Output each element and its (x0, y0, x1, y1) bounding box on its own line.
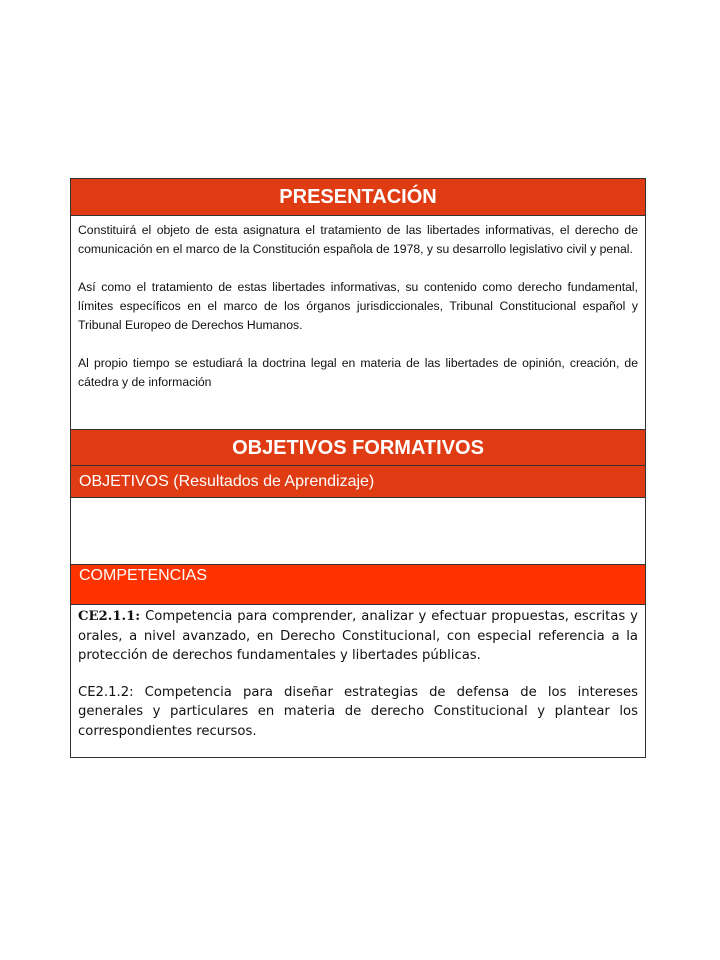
course-info-table (70, 178, 646, 758)
presentacion-paragraph: Al propio tiempo se estudiará la doctrina legal en materia de las libertades de opinión, creación, de cátedra y de información (78, 356, 638, 389)
competencia-text: Competencia para diseñar estrategias de defensa de los intereses generales y particulares en materia de derecho Constitucional y plantear los correspondientes recursos. (78, 684, 638, 739)
objetivos-content (71, 497, 645, 564)
competencias-subheader (71, 564, 645, 604)
presentacion-paragraph: Así como el tratamiento de estas libertades informativas, su contenido como derecho fundamental, límites específicos en el marco de los órganos jurisdiccionales, Tribunal Constitucional español y Tribunal Europeo de Derechos Humanos. (78, 280, 638, 332)
objetivos-formativos-title: OBJETIVOS FORMATIVOS (232, 437, 484, 459)
competencia-item (78, 607, 638, 666)
presentacion-paragraph: Constituirá el objeto de esta asignatura el tratamiento de las libertades informativas, el derecho de comunicación en el marco de la Constitución española de 1978, y su desarrollo legislativo civil y penal. (78, 223, 638, 256)
competencia-code: CE2.1.2: (78, 684, 134, 700)
competencias-label: COMPETENCIAS (79, 567, 208, 584)
presentacion-body (71, 215, 645, 429)
competencia-item (78, 683, 638, 742)
presentacion-title: PRESENTACIÓN (279, 186, 437, 208)
competencia-code: CE2.1.1: (78, 609, 141, 624)
objetivos-formativos-header (71, 429, 645, 465)
competencias-body (71, 604, 645, 757)
objetivos-subheader (71, 465, 645, 497)
objetivos-label: OBJETIVOS (Resultados de Aprendizaje) (79, 473, 375, 490)
competencia-text: Competencia para comprender, analizar y efectuar propuestas, escritas y orales, a nivel avanzado, en Derecho Constitucional, con especial referencia a la protección de derechos fundamentales y libertades públicas. (78, 609, 638, 663)
presentacion-header (71, 179, 645, 215)
